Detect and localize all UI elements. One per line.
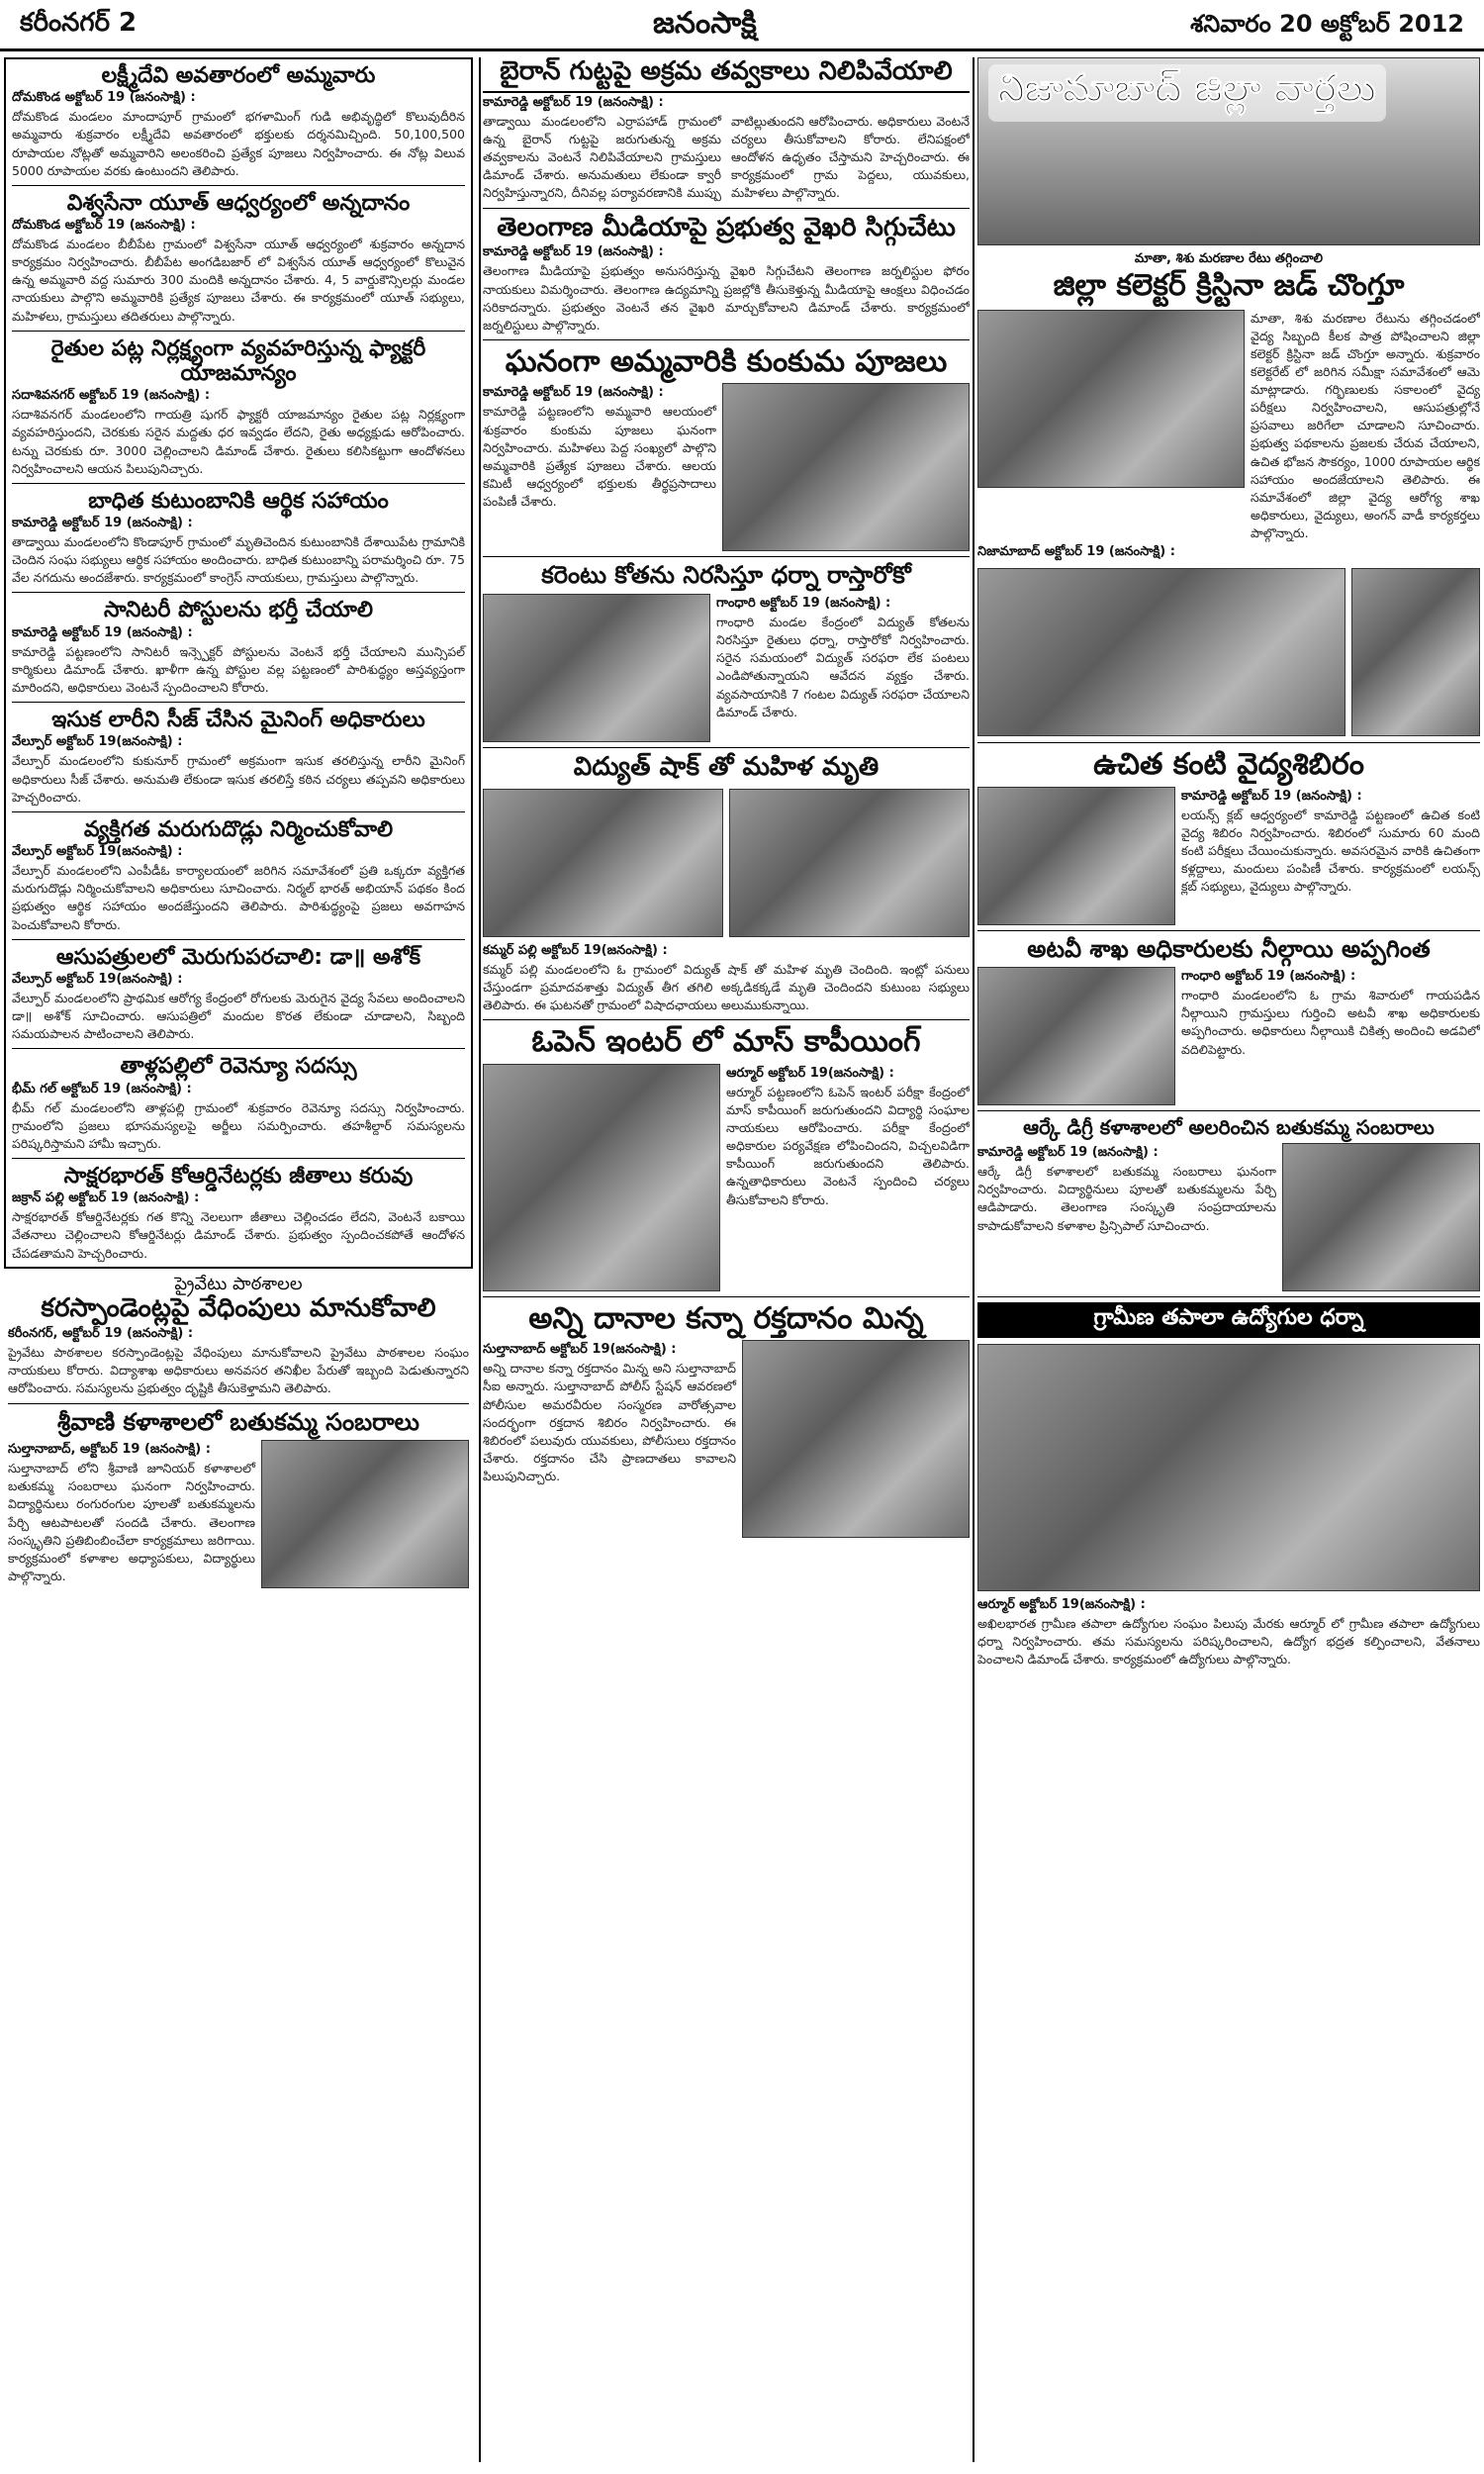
article-body: తెలంగాణ మీడియాపై ప్రభుత్వం అనుసరిస్తున్న వైఖరి సిగ్గుచేటని తెలంగాణ జర్నలిస్టుల ఫోరం నాయకులు విమర్శించారు. తెలంగాణ ఉద్యమాన్ని ప్రజల్లోకి తీసుకెళ్తున్న మీడియాపై ఆంక్షలు విధించడం సరికాదన్నారు. ప్రభుత్వం వెంటనే తన వైఖరి మార్చుకోవాలని డిమాండ్ చేశారు. కార్యక్రమంలో జర్నలిస్టులు పాల్గొన్నారు. <box>483 263 970 333</box>
article-body: కామారెడ్డి పట్టణంలోని అమ్మవారి ఆలయంలో శుక్రవారం కుంకుమ పూజలు ఘనంగా నిర్వహించారు. మహిళలు పెద్ద సంఖ్యలో పాల్గొని అమ్మవారికి ప్రత్యేక పూజలు చేశారు. ఆలయ కమిటీ ఆధ్వర్యంలో భక్తులకు తీర్థప్రసాదాలు పంపిణీ చేశారు. <box>483 404 716 510</box>
news-photo <box>977 787 1175 925</box>
news-photo <box>483 1064 720 1291</box>
article-body: ఆర్కే డిగ్రీ కళాశాలలో బతుకమ్మ సంబరాలు ఘనంగా నిర్వహించారు. విద్యార్థినులు పూలతో బతుకమ్మలను పేర్చి ఆడిపాడారు. తెలంగాణ సంస్కృతి సంప్రదాయాలను కాపాడుకోవాలని కళాశాల ప్రిన్సిపాల్ సూచించారు. <box>977 1164 1276 1233</box>
headline: బాధిత కుటుంబానికి ఆర్థిక సహాయం <box>88 488 389 514</box>
headline: అటవీ శాఖ అధికారులకు నీల్గాయి అప్పగింత <box>1027 934 1431 963</box>
dateline: వేల్పూర్ అక్టోబర్ 19(జనంసాక్షి) : <box>12 844 183 860</box>
kicker: మాతా, శిశు మరణాల రేటు తగ్గించాలి <box>1134 251 1324 266</box>
kicker: ప్రైవేటు పాఠశాలల <box>174 1273 303 1294</box>
masthead: జనంసాక్షి <box>653 6 757 41</box>
column-3 <box>977 57 1480 2464</box>
district-banner <box>977 57 1480 245</box>
column-1 <box>0 57 477 2464</box>
column-2 <box>483 57 970 2464</box>
headline: సానిటరీ పోస్టులను భర్తీ చేయాలి <box>103 598 374 623</box>
headline: వ్యక్తిగత మరుగుదొడ్లు నిర్మించుకోవాలి <box>83 816 394 842</box>
dateline: కరీంనగర్, అక్టోబర్ 19 (జనంసాక్షి) : <box>8 1326 194 1342</box>
headline: ఓపెన్ ఇంటర్ లో మాస్ కాపీయింగ్ <box>531 1024 921 1060</box>
news-photo <box>1351 568 1480 736</box>
headline: ఆసుపత్రులలో మెరుగుపరచాలి: డా॥ అశోక్ <box>55 944 421 970</box>
news-photo <box>977 1344 1480 1591</box>
headline: గ్రామీణ తపాలా ఉద్యోగుల ధర్నా <box>977 1302 1480 1338</box>
headline: ఉచిత కంటి వైద్యశిబిరం <box>1093 747 1364 783</box>
article-body: వేల్పూర్ మండలంలోని ప్రాథమిక ఆరోగ్య కేంద్రంలో రోగులకు మెరుగైన వైద్య సేవలు అందించాలని డా॥ అశోక్ సూచించారు. ఆసుపత్రిలో మందుల కొరత లేకుండా చూడాలని, సిబ్బంది సమయపాలన పాటించాలని తెలిపారు. <box>12 990 465 1042</box>
headline: కరస్పాండెంట్లపై వేధింపులు మానుకోవాలి <box>41 1293 436 1324</box>
article-body: సుల్తానాబాద్ లోని శ్రీవాణి జూనియర్ కళాశాలలో బతుకమ్మ సంబరాలు ఘనంగా నిర్వహించారు. విద్యార్థినులు రంగురంగుల పూలతో బతుకమ్మలను పేర్చి ఆటపాటలతో సందడి చేశారు. తెలంగాణ సంస్కృతిని ప్రతిబింబించేలా కార్యక్రమాలు జరిగాయి. కార్యక్రమంలో కళాశాల అధ్యాపకులు, విద్యార్థులు పాల్గొన్నారు. <box>8 1461 255 1583</box>
dateline: గాంధారి అక్టోబర్ 19 (జనంసాక్షి) : <box>1181 969 1356 985</box>
news-photo <box>977 310 1245 488</box>
dateline: వేల్పూర్ అక్టోబర్ 19(జనంసాక్షి) : <box>12 734 183 750</box>
article-body: కమ్మర్ పల్లి మండలంలోని ఓ గ్రామంలో విద్యుత్ షాక్ తో మహిళ మృతి చెందింది. ఇంట్లో పనులు చేస్తుండగా ప్రమాదవశాత్తు విద్యుత్ తీగ తగిలి అక్కడికక్కడే మృతి చెందిందని కుటుంబ సభ్యులు తెలిపారు. ఈ ఘటనతో గ్రామంలో విషాదఛాయలు అలుముకున్నాయి. <box>483 961 970 1013</box>
headline: విద్యుత్ షాక్ తో మహిళ మృతి <box>573 752 880 782</box>
headline: తెలంగాణ మీడియాపై ప్రభుత్వ వైఖరి సిగ్గుచేటు <box>497 212 956 242</box>
dateline: భీమ్ గల్ అక్టోబర్ 19 (జనంసాక్షి) : <box>12 1081 192 1096</box>
article-body: వేల్పూర్ మండలంలోని కుకునూర్ గ్రామంలో అక్రమంగా ఇసుక తరలిస్తున్న లారీని మైనింగ్ అధికారులు సీజ్ చేశారు. అనుమతి లేకుండా ఇసుక తరలిస్తే కఠిన చర్యలు తప్పవని అధికారులు హెచ్చరించారు. <box>12 753 465 805</box>
article-body: కామారెడ్డి పట్టణంలోని సానిటరీ ఇన్స్పెక్టర్ పోస్టులను వెంటనే భర్తీ చేయాలని మున్సిపల్ కార్మికులు డిమాండ్ చేశారు. ఖాళీగా ఉన్న పోస్టుల వల్ల పట్టణంలో పారిశుద్ధ్యం అస్తవ్యస్తంగా మారిందని, అధికారులు వెంటనే స్పందించాలని కోరారు. <box>12 643 465 696</box>
news-photo <box>977 967 1175 1105</box>
article-body: దోమకొండ మండలం మాందాపూర్ గ్రామంలో భగళామింగ్ గుడి అభివృద్ధిలో కొలువుదీరిన అమ్మవారు శుక్రవారం లక్ష్మీదేవి అవతారంలో భక్తులకు దర్శనమిచ్చింది. 50,100,500 రూపాయల నోట్లతో అమ్మవారిని అలంకరించి ప్రత్యేక పూజలు నిర్వహించారు. ఈ నోట్ల విలువ 5000 రూపాయల వరకు ఉంటుందని తెలిపారు. <box>12 109 465 178</box>
article-body: అఖిలభారత గ్రామీణ తపాలా ఉద్యోగుల సంఘం పిలుపు మేరకు ఆర్మూర్ లో గ్రామీణ తపాలా ఉద్యోగులు ధర్నా నిర్వహించారు. తమ సమస్యలను పరిష్కరించాలని, ఉద్యోగ భద్రత కల్పించాలని, వేతనాలు పెంచాలని డిమాండ్ చేశారు. కార్యక్రమంలో ఉద్యోగులు పాల్గొన్నారు. <box>977 1616 1480 1667</box>
column-divider <box>479 57 481 2462</box>
dateline: ఆర్మూర్ అక్టోబర్ 19(జనంసాక్షి) : <box>977 1597 1146 1613</box>
page-header <box>0 0 1484 51</box>
dateline: కామారెడ్డి అక్టోబర్ 19 (జనంసాక్షి) : <box>1181 788 1362 804</box>
news-photo <box>729 789 970 937</box>
headline: ఇసుక లారీని సీజ్ చేసిన మైనింగ్ అధికారులు <box>51 708 425 733</box>
article-body: తాడ్వాయి మండలంలోని కొండాపూర్ గ్రామంలో మృతిచెందిన కుటుంబానికి దేశాయిపేట గ్రామానికి చెందిన సంఘ సభ్యులు ఆర్థిక సహాయం అందించారు. బాధిత కుటుంబాన్ని పరామర్శించి రూ. 75 వేల నగదును అందజేశారు. కార్యక్రమంలో కాంగ్రెస్ నాయకులు, గ్రామస్తులు పాల్గొన్నారు. <box>12 534 465 586</box>
dateline: ఆర్మూర్ అక్టోబర్ 19(జనంసాక్షి) : <box>726 1065 894 1081</box>
headline: ఆర్కే డిగ్రీ కళాశాలలో అలరించిన బతుకమ్మ సంబరాలు <box>1023 1115 1435 1140</box>
dateline: జక్రాన్ పల్లి అక్టోబర్ 19 (జనంసాక్షి) : <box>12 1190 200 1206</box>
article-body: మాతా, శిశు మరణాల రేటును తగ్గించడంలో వైద్య సిబ్బంది కీలక పాత్ర పోషించాలని జిల్లా కలెక్టర్ క్రిస్టినా జడ్ చొంగ్తూ అన్నారు. శుక్రవారం కలెక్టరేట్ లో జరిగిన సమీక్షా సమావేశంలో ఆమె మాట్లాడారు. గర్భిణులకు సకాలంలో వైద్య పరీక్షలు నిర్వహించాలని, ఆసుపత్రుల్లోనే ప్రసవాలు జరిగేలా చూడాలని సూచించారు. ప్రభుత్వ పథకాలను ప్రజలకు చేరువ చేయాలని, ఉచిత భోజన సౌకర్యం, 1000 రూపాయల ఆర్థిక సహాయం అందజేయాలని తెలిపారు. ఈ సమావేశంలో జిల్లా వైద్య ఆరోగ్య శాఖ అధికారులు, వైద్యులు, అంగన్ వాడీ కార్యకర్తలు పాల్గొన్నారు. <box>1251 310 1480 540</box>
news-photo <box>483 789 723 937</box>
dateline: కామారెడ్డి అక్టోబర్ 19 (జనంసాక్షి) : <box>12 516 193 531</box>
dateline: సదాశివనగర్ అక్టోబర్ 19 (జనంసాక్షి) : <box>12 388 211 404</box>
dateline: సుల్తానాబాద్ అక్టోబర్ 19(జనంసాక్షి) : <box>483 1342 677 1358</box>
article-body: వేల్పూర్ మండలంలోని ఎంపీడీఓ కార్యాలయంలో జరిగిన సమావేశంలో ప్రతి ఒక్కరూ వ్యక్తిగత మరుగుదొడ్లు నిర్మించుకోవాలని అధికారులు సూచించారు. నిర్మల్ భారత్ అభియాన్ పథకం కింద ప్రభుత్వం ఆర్థిక సహాయం అందజేస్తుందని తెలిపారు. పారిశుద్ధ్యంపై ప్రజలు అవగాహన పెంచుకోవాలని కోరారు. <box>12 863 465 932</box>
article-body: గాంధారి మండలంలోని ఓ గ్రామ శివారులో గాయపడిన నీల్గాయిని గ్రామస్తులు గుర్తించి అటవీ శాఖ అధికారులకు అప్పగించారు. అధికారులు నీల్గాయికి చికిత్స అందించి అడవిలో వదిలిపెట్టారు. <box>1181 988 1480 1057</box>
headline: తాళ్లపల్లిలో రెవెన్యూ సదస్సు <box>120 1054 357 1080</box>
dateline: కామారెడ్డి అక్టోబర్ 19 (జనంసాక్షి) : <box>483 385 664 401</box>
dateline: కామారెడ్డి అక్టోబర్ 19 (జనంసాక్షి) : <box>977 1145 1159 1161</box>
article-body: లయన్స్ క్లబ్ ఆధ్వర్యంలో కామారెడ్డి పట్టణంలో ఉచిత కంటి వైద్య శిబిరం నిర్వహించారు. శిబిరంలో సుమారు 60 మంది కంటి పరీక్షలు చేయించుకున్నారు. అవసరమైన వారికి ఉచితంగా కళ్లద్దాలు, మందులు పంపిణీ చేశారు. కార్యక్రమంలో లయన్స్ క్లబ్ సభ్యులు, వైద్యులు పాల్గొన్నారు. <box>1181 807 1480 895</box>
issue-date: శనివారం 20 అక్టోబర్ 2012 <box>1190 10 1464 38</box>
dateline: వేల్పూర్ అక్టోబర్ 19(జనంసాక్షి) : <box>12 971 183 987</box>
dateline: కామారెడ్డి అక్టోబర్ 19 (జనంసాక్షి) : <box>483 94 664 110</box>
dateline: గాంధారి అక్టోబర్ 19 (జనంసాక్షి) : <box>716 596 891 611</box>
dateline: సుల్తానాబాద్, అక్టోబర్ 19 (జనంసాక్షి) : <box>8 1442 211 1458</box>
news-photo <box>977 568 1345 736</box>
headline: సాక్షరభారత్ కోఆర్డినేటర్లకు జీతాలు కరువు <box>63 1163 414 1189</box>
article-body: సాక్షరభారత్ కోఆర్డినేటర్లకు గత కొన్ని నెలలుగా జీతాలు చెల్లించడం లేదని, వెంటనే బకాయి వేతనాలు చెల్లించాలని కోఆర్డినేటర్లు డిమాండ్ చేశారు. ప్రభుత్వం స్పందించకపోతే ఆందోళన చేపడతామని హెచ్చరించారు. <box>12 1209 465 1261</box>
dateline: కమ్మర్ పల్లి అక్టోబర్ 19(జనంసాక్షి) : <box>483 942 668 958</box>
headline: అన్ని దానాల కన్నా రక్తదానం మిన్న <box>528 1300 924 1336</box>
headline: బైరాన్ గుట్టపై అక్రమ తవ్వకాలు నిలిపివేయాలి <box>483 57 970 93</box>
headline: రైతుల పట్ల నిర్లక్ష్యంగా వ్యవహరిస్తున్న ఫ్యాక్టరీ యాజమాన్యం <box>50 335 426 387</box>
banner-title: నిజామాబాద్ జిల్లా వార్తలు <box>988 64 1386 122</box>
article-body: గాంధారి మండల కేంద్రంలో విద్యుత్ కోతలను నిరసిస్తూ రైతులు ధర్నా, రాస్తారోకో నిర్వహించారు. సరైన సమయంలో విద్యుత్ సరఫరా లేక పంటలు ఎండిపోతున్నాయని ఆవేదన వ్యక్తం చేశారు. వ్యవసాయానికి 7 గంటల విద్యుత్ సరఫరా చేయాలని డిమాండ్ చేశారు. <box>716 615 970 719</box>
article-body: ఆర్మూర్ పట్టణంలోని ఓపెన్ ఇంటర్ పరీక్షా కేంద్రంలో మాస్ కాపీయింగ్ జరుగుతుందని విద్యార్థి సంఘాల నాయకులు ఆరోపించారు. పరీక్షా కేంద్రంలో అధికారుల పర్యవేక్షణ లోపించిందని, విచ్చలవిడిగా కాపీయింగ్ జరుగుతుందని తెలిపారు. ఉన్నతాధికారులు వెంటనే స్పందించి చర్యలు తీసుకోవాలని కోరారు. <box>726 1084 970 1207</box>
dateline: కామారెడ్డి అక్టోబర్ 19 (జనంసాక్షి) : <box>12 624 193 640</box>
dateline: దోమకొండ అక్టోబర్ 19 (జనంసాక్షి) : <box>12 218 196 234</box>
headline: ఘనంగా అమ్మవారికి కుంకుమ పూజలు <box>505 343 948 379</box>
headline: లక్ష్మీదేవి అవతారంలో అమ్మవారు <box>101 63 376 88</box>
article-body: ప్రైవేటు పాఠశాలల కరస్పాండెంట్లపై వేధింపులు మానుకోవాలని ప్రైవేటు పాఠశాలల సంఘం నాయకులు కోరారు. విద్యాశాఖ అధికారులు అనవసర తనిఖీల పేరుతో ఇబ్బంది పెడుతున్నారని ఆరోపించారు. సమస్యలను ప్రభుత్వం దృష్టికి తీసుకెళ్తామని తెలిపారు. <box>8 1345 469 1396</box>
headline: శ్రీవాణి కళాశాలలో బతుకమ్మ సంబరాలు <box>57 1407 419 1436</box>
dateline: కామారెడ్డి అక్టోబర్ 19 (జనంసాక్షి) : <box>483 244 664 260</box>
column-divider <box>973 57 974 2462</box>
article-body: అన్ని దానాల కన్నా రక్తదానం మిన్న అని సుల్తానాబాద్ సీఐ అన్నారు. సుల్తానాబాద్ పోలీస్ స్టేషన్ ఆవరణలో పోలీసుల అమరవీరుల సంస్మరణ వారోత్సవాల సందర్భంగా రక్తదాన శిబిరం నిర్వహించారు. ఈ శిబిరంలో పలువురు యువకులు, పోలీసులు రక్తదానం చేశారు. రక్తదానం చేసి ప్రాణదాతలు కావాలని పిలుపునిచ్చారు. <box>483 1361 736 1484</box>
dateline: నిజామాబాద్ అక్టోబర్ 19 (జనంసాక్షి) : <box>977 544 1175 560</box>
news-photo <box>722 383 970 551</box>
article-body: భీమ్ గల్ మండలంలోని తాళ్లపల్లి గ్రామంలో శుక్రవారం రెవెన్యూ సదస్సు నిర్వహించారు. గ్రామంలోని ప్రజలు భూసమస్యలపై అర్జీలు సమర్పించారు. తహశీల్దార్ సమస్యలను పరిష్కరిస్తామని హామీ ఇచ్చారు. <box>12 1099 465 1151</box>
news-box <box>4 57 473 1269</box>
headline: జిల్లా కలెక్టర్ క్రిస్టినా జడ్ చొంగ్తూ <box>1053 268 1405 303</box>
news-photo <box>742 1340 970 1538</box>
article-body: సదాశివనగర్ మండలంలోని గాయత్రి షుగర్ ఫ్యాక్టరీ యాజమాన్యం రైతుల పట్ల నిర్లక్ష్యంగా వ్యవహరిస్తుందని, చెరకుకు సరైన మద్దతు ధర ఇవ్వడం లేదని, రైతు అధ్యక్షుడు ఆరోపించారు. టన్ను చెరకుకు రూ. 3000 చెల్లించాలని డిమాండ్ చేశారు. రైతులు కలిసికట్టుగా ఆందోళనలు నిర్వహించాలని ఆయన పిలుపునిచ్చారు. <box>12 407 465 476</box>
news-photo <box>261 1440 469 1588</box>
article-body: తాడ్వాయి మండలంలోని ఎర్రాపహాడ్ గ్రామంలో ఉన్న బైరాన్ గుట్టపై జరుగుతున్న అక్రమ తవ్వకాలను వెంటనే నిలిపివేయాలని గ్రామస్తులు డిమాండ్ చేశారు. అనుమతులు లేకుండా క్వారీ నిర్వహిస్తున్నారని, దీనివల్ల పర్యావరణానికి ముప్పు వాటిల్లుతుందని ఆరోపించారు. అధికారులు వెంటనే చర్యలు తీసుకోవాలని కోరారు. లేనిపక్షంలో ఆందోళన ఉధృతం చేస్తామని హెచ్చరించారు. ఈ కార్యక్రమంలో గ్రామ పెద్దలు, యువకులు, మహిళలు పాల్గొన్నారు. <box>483 113 970 201</box>
headline: విశ్వసేనా యూత్ ఆధ్వర్యంలో అన్నదానం <box>66 190 411 216</box>
news-photo <box>483 594 710 742</box>
headline: కరెంటు కోతను నిరసిస్తూ ధర్నా రాస్తారోకో <box>541 561 911 590</box>
article-body: దోమకొండ మండలం బీబీపేట గ్రామంలో విశ్వసేనా యూత్ ఆధ్వర్యంలో శుక్రవారం అన్నదాన కార్యక్రమం నిర్వహించారు. బీబీపేట అంగడిబజార్ లో విశ్వసేన యూత్ ఆధ్వర్యంలో కొలువైన ఉన్న అమ్మవారి వద్ద సుమారు 300 మందికి అన్నదానం చేశారు. 4, 5 వార్డుకౌన్సిలర్లు మండల నాయకులు పాల్గొని అమ్మవారికి ప్రత్యేక పూజలు చేశారు. ఈ కార్యక్రమంలో యూత్ సభ్యులు, మహిళలు, గ్రామస్తులు తదితరులు పాల్గొన్నారు. <box>12 237 465 324</box>
page-number: కరీంనగర్ 2 <box>20 8 138 38</box>
news-photo <box>1282 1143 1480 1291</box>
dateline: దోమకొండ అక్టోబర్ 19 (జనంసాక్షి) : <box>12 90 196 106</box>
